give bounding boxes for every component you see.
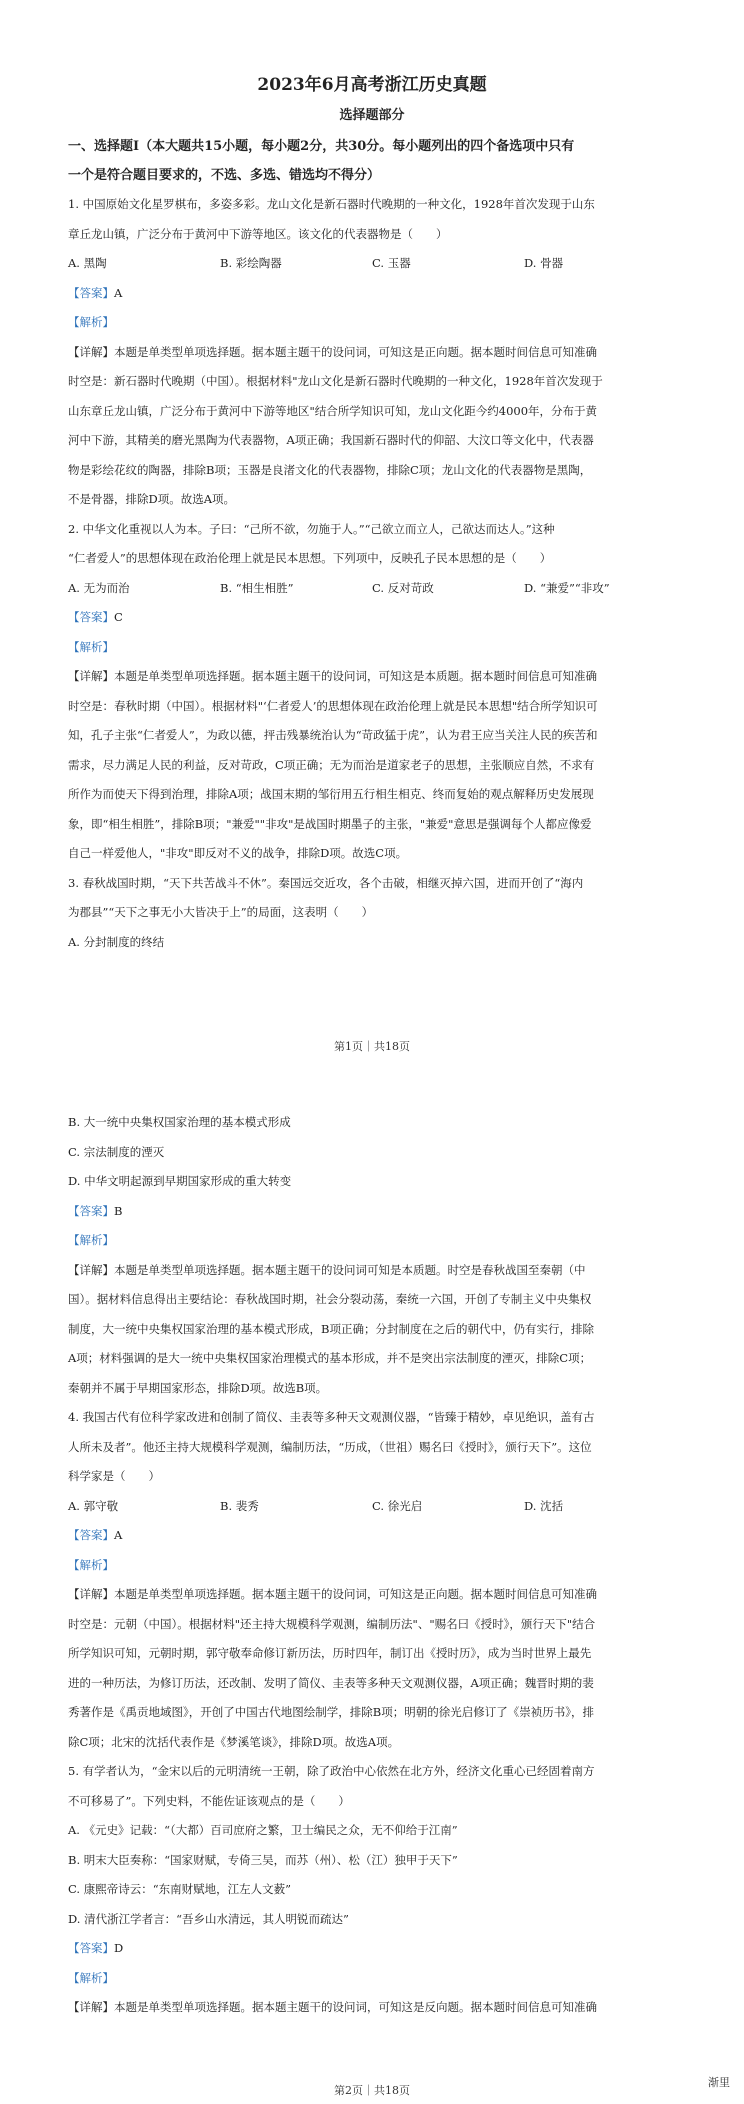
section-subtitle: 选择题部分 [339,108,405,123]
answer-value: A [114,1528,123,1542]
detail-text: 【详解】本题是单类型单项选择题。据本题主题干的设问词可知是本质题。时空是春秋战国至秦朝（中 [68,1262,586,1277]
option-b: B. 大一统中央集权国家治理的基本模式形成 [68,1115,291,1129]
question-2 [68,515,678,869]
option-a: A. 《元史》记载：“（大都）百司庶府之繁，卫士编民之众，无不仰给于江南” [68,1823,458,1837]
option-b: B. “相生相胜” [220,580,294,595]
option-b: B. 彩绘陶器 [220,256,282,270]
page-2 [0,1078,744,2104]
question-text: 2. 中华文化重视以人为本。子曰：“己所不欲，勿施于人。”“己欲立而立人，己欲达而达人。”这种 [68,521,555,536]
detail-text: 知，孔子主张“仁者爱人”，为政以德，抨击残暴统治认为“苛政猛于虎”，认为君王应当关注人民的疾苦和 [68,728,598,742]
detail-text: 所作为而使天下得到治理，排除A项；战国末期的邹衍用五行相生相克、终而复始的观点解释历史发展现 [68,787,594,801]
options-row [68,1492,678,1522]
detail-text: 【详解】本题是单类型单项选择题。据本题主题干的设问词，可知这是反向题。据本题时间信息可知准确 [68,2000,597,2014]
option-d: D. “兼爱”“非攻” [524,580,610,595]
detail-text: 时空是：新石器时代晚期（中国）。根据材料"龙山文化是新石器时代晚期的一种文化，1928年首次发现于 [68,374,603,388]
option-b: B. 明末大臣奏称：“国家财赋，专倚三吴，而苏（州）、松（江）独甲于天下” [68,1852,458,1867]
side-label: 渐里 [708,2076,730,2089]
detail-text: 【详解】本题是单类型单项选择题。据本题主题干的设问词，可知这是本质题。据本题时间信息可知准确 [68,669,597,683]
detail-text: 象，即“相生相胜”，排除B项；"兼爱""非攻"是战国时期墨子的主张，"兼爱"意思是强调每个人都应像爱 [68,816,592,831]
detail-text: 秀著作是《禹贡地域图》，开创了中国古代地图绘制学，排除B项；明朝的徐光启修订了《崇祯历书》，排 [68,1705,594,1719]
answer-line [68,603,678,633]
question-text: 3. 春秋战国时期，“天下共苦战斗不休”。秦国远交近攻，各个击破，相继灭掉六国，进而开创了“海内 [68,875,584,890]
detail-text: 时空是：春秋时期（中国）。根据材料"‘仁者爱人’的思想体现在政治伦理上就是民本思想"结合所学知识可 [68,698,598,713]
detail-text: 进的一种历法，为修订历法，还改制、发明了简仪、圭表等多种天文观测仪器，A项正确；魏晋时期的裴 [68,1675,594,1690]
detail-text: 秦朝并不属于早期国家形态，排除D项。故选B项。 [68,1380,328,1395]
option-c: C. 康熙帝诗云：“东南财赋地，江左人文薮” [68,1882,291,1896]
question-text: 5. 有学者认为，“金宋以后的元明清统一王朝，除了政治中心依然在北方外，经济文化重心已经固着南方 [68,1764,595,1778]
detail-text: 自己一样爱他人，"非攻"即反对不义的战争，排除D项。故选C项。 [68,846,408,860]
options-row [68,574,678,604]
answer-value: D [114,1941,124,1955]
question-text: 4. 我国古代有位科学家改进和创制了简仪、圭表等多种天文观测仪器，“皆臻于精妙，卓见绝识，盖有古 [68,1410,595,1424]
detail-text: 时空是：元朝（中国）。根据材料"还主持大规模科学观测，编制历法"、"赐名曰《授时》，颁行天下"结合 [68,1616,596,1631]
question-3 [68,869,678,958]
detail-text: 物是彩绘花纹的陶器，排除B项；玉器是良渚文化的代表器物，排除C项；龙山文化的代表器物是黑陶， [68,462,592,477]
options-row [68,249,678,279]
answer-value: C [114,610,123,624]
answer-value: B [114,1203,123,1218]
option-b: B. 裴秀 [220,1498,259,1513]
detail-text: A项；材料强调的是大一统中央集权国家治理模式的基本形成，并不是突出宗法制度的湮灭，排除C项； [68,1351,592,1365]
question-1 [68,190,678,515]
answer-label: 【答案】 [68,285,114,300]
option-d: D. 骨器 [524,256,564,270]
detail-text: 【详解】本题是单类型单项选择题。据本题主题干的设问词，可知这是正向题。据本题时间信息可知准确 [68,344,597,359]
detail-text: 不是骨器，排除D项。故选A项。 [68,492,236,506]
question-5 [68,1757,678,2023]
option-a: A. 郭守敬 [68,1498,119,1513]
option-d: D. 中华文明起源到早期国家形成的重大转变 [68,1174,292,1188]
answer-label: 【答案】 [68,610,114,624]
question-text: 为郡县”“天下之事无小大皆决于上”的局面，这表明（ ） [68,905,374,919]
question-text: “仁者爱人”的思想体现在政治伦理上就是民本思想。下列项中，反映孔子民本思想的是（ ） [68,551,552,565]
page-footer: 第2页｜共18页 [334,2084,410,2097]
answer-line [68,279,678,309]
section-heading: 一、选择题Ⅰ（本大题共15小题，每小题2分，共30分。每小题列出的四个备选项中只有 一个是符合题目要求的，不选、多选、错选均不得分） [68,139,575,183]
answer-label: 【答案】 [68,1528,114,1542]
question-text: 人所未及者”。他还主持大规模科学观测，编制历法，“历成，（世祖）赐名曰《授时》，颁行天下”。这位 [68,1439,592,1454]
detail-text: 河中下游，其精美的磨光黑陶为代表器物，A项正确；我国新石器时代的仰韶、大汶口等文化中，代表器 [68,433,594,447]
option-a: A. 无为而治 [68,580,130,595]
question-text: 1. 中国原始文化星罗棋布，多姿多彩。龙山文化是新石器时代晚期的一种文化，1928年首次发现于山东 [68,197,595,211]
detail-text: 制度，大一统中央集权国家治理的基本模式形成，B项正确；分封制度在之后的朝代中，仍有实行，排除 [68,1321,594,1336]
answer-line [68,1934,678,1964]
document-title: 2023年6月高考浙江历史真题 [257,75,487,95]
option-d: D. 清代浙江学者言：“吾乡山水清远，其人明锐而疏达” [68,1911,349,1926]
option-c: C. 宗法制度的湮灭 [68,1144,165,1159]
detail-text: 需求，尽力满足人民的利益，反对苛政，C项正确；无为而治是道家老子的思想，主张顺应自然，不求有 [68,757,595,772]
page-footer: 第1页｜共18页 [334,1040,410,1053]
question-3-continued [68,1108,678,1403]
detail-text: 所学知识可知，元朝时期，郭守敬奉命修订新历法，历时四年，制订出《授时历》，成为当时世界上最先 [68,1646,592,1660]
answer-line [68,1521,678,1551]
question-text: 科学家是（ ） [68,1469,160,1483]
analysis-label: 【解析】 [68,1970,114,1985]
detail-text: 山东章丘龙山镇，广泛分布于黄河中下游等地区"结合所学知识可知，龙山文化距今约4000年，分布于黄 [68,403,598,418]
detail-text: 【详解】本题是单类型单项选择题。据本题主题干的设问词，可知这是正向题。据本题时间信息可知准确 [68,1587,597,1601]
analysis-label: 【解析】 [68,639,114,654]
question-4 [68,1403,678,1757]
page-2-content [68,1108,678,2023]
detail-text: 国）。据材料信息得出主要结论：春秋战国时期，社会分裂动荡，秦统一六国，开创了专制主义中央集权 [68,1292,592,1306]
answer-value: A [114,285,123,300]
answer-line [68,1197,678,1227]
option-c: C. 徐光启 [372,1498,423,1513]
answer-label: 【答案】 [68,1203,114,1218]
analysis-label: 【解析】 [68,1557,114,1572]
option-c: C. 玉器 [372,256,411,270]
option-d: D. 沈括 [524,1498,564,1513]
option-a: A. 黑陶 [68,256,107,270]
question-text: 不可移易了”。下列史料，不能佐证该观点的是（ ） [68,1793,350,1808]
analysis-label: 【解析】 [68,315,114,329]
option-a: A. 分封制度的终结 [68,934,165,949]
option-c: C. 反对苛政 [372,580,434,595]
page-1-content [68,132,678,957]
detail-text: 除C项；北宋的沈括代表作是《梦溪笔谈》，排除D项。故选A项。 [68,1734,400,1749]
analysis-label: 【解析】 [68,1233,114,1247]
answer-label: 【答案】 [68,1941,114,1955]
question-text: 章丘龙山镇，广泛分布于黄河中下游等地区。该文化的代表器物是（ ） [68,226,448,241]
